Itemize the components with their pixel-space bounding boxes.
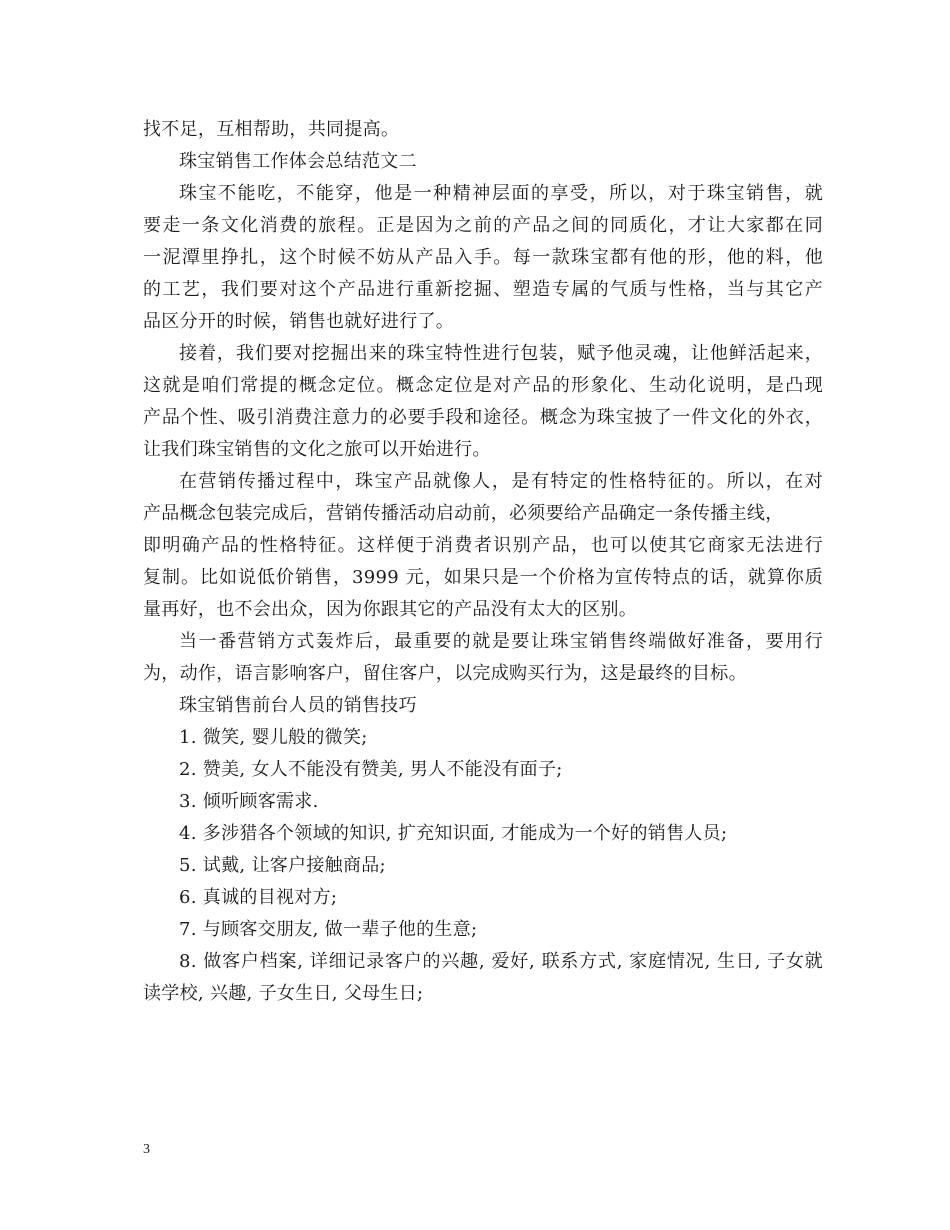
text-line: 品区分开的时候，销售也就好进行了。 (143, 311, 455, 332)
list-item: 7. 与顾客交朋友, 做一辈子他的生意; (179, 919, 478, 940)
text-line: 当一番营销方式轰炸后，最重要的就是要让珠宝销售终端做好准备，要用行 (179, 631, 823, 652)
text-line: 为，动作，语言影响客户，留住客户，以完成购买行为，这是最终的目标。 (143, 663, 747, 684)
text-line: 的工艺，我们要对这个产品进行重新挖掘、塑造专属的气质与性格，当与其它产 (143, 279, 823, 300)
text-line: 找不足，互相帮助，共同提高。 (143, 119, 400, 140)
page-number: 3 (143, 1142, 150, 1157)
text-line: 量再好，也不会出众，因为你跟其它的产品没有太大的区别。 (143, 599, 638, 620)
list-item: 1. 微笑, 婴儿般的微笑; (179, 727, 368, 748)
list-item: 4. 多涉猎各个领域的知识, 扩充知识面, 才能成为一个好的销售人员; (179, 823, 728, 844)
text-line: 复制。比如说低价销售，3999 元，如果只是一个价格为宣传特点的话，就算你质 (143, 567, 823, 588)
document-body (143, 114, 823, 1010)
text-line: 让我们珠宝销售的文化之旅可以开始进行。 (143, 439, 491, 460)
text-line: 即明确产品的性格特征。这样便于消费者识别产品，也可以使其它商家无法进行 (143, 535, 823, 556)
list-item: 5. 试戴, 让客户接触商品; (179, 855, 386, 876)
text-line: 产品概念包装完成后，营销传播活动启动前，必须要给产品确定一条传播主线， (143, 503, 784, 524)
text-line: 在营销传播过程中，珠宝产品就像人，是有特定的性格特征的。所以，在对 (179, 471, 823, 492)
text-line: 一泥潭里挣扎，这个时候不妨从产品入手。每一款珠宝都有他的形，他的料，他 (143, 247, 823, 268)
list-item: 6. 真诚的目视对方; (179, 887, 338, 908)
text-line: 这就是咱们常提的概念定位。概念定位是对产品的形象化、生动化说明，是凸现 (143, 375, 823, 396)
list-item: 3. 倾听顾客需求. (179, 791, 319, 812)
text-line: 接着，我们要对挖掘出来的珠宝特性进行包装，赋予他灵魂，让他鲜活起来， (179, 343, 823, 364)
text-line: 要走一条文化消费的旅程。正是因为之前的产品之间的同质化，才让大家都在同 (143, 215, 823, 236)
list-item: 2. 赞美, 女人不能没有赞美, 男人不能没有面子; (179, 759, 563, 780)
text-line: 产品个性、吸引消费注意力的必要手段和途径。概念为珠宝披了一件文化的外衣， (143, 407, 823, 428)
text-line: 珠宝不能吃，不能穿，他是一种精神层面的享受，所以，对于珠宝销售，就 (179, 183, 823, 204)
section-heading: 珠宝销售工作体会总结范文二 (179, 151, 417, 172)
list-item: 8. 做客户档案, 详细记录客户的兴趣, 爱好, 联系方式, 家庭情况, 生日, 子女就 (179, 951, 823, 972)
list-item-continuation: 读学校, 兴趣, 子女生日, 父母生日; (143, 983, 424, 1004)
section-heading: 珠宝销售前台人员的销售技巧 (179, 695, 417, 716)
